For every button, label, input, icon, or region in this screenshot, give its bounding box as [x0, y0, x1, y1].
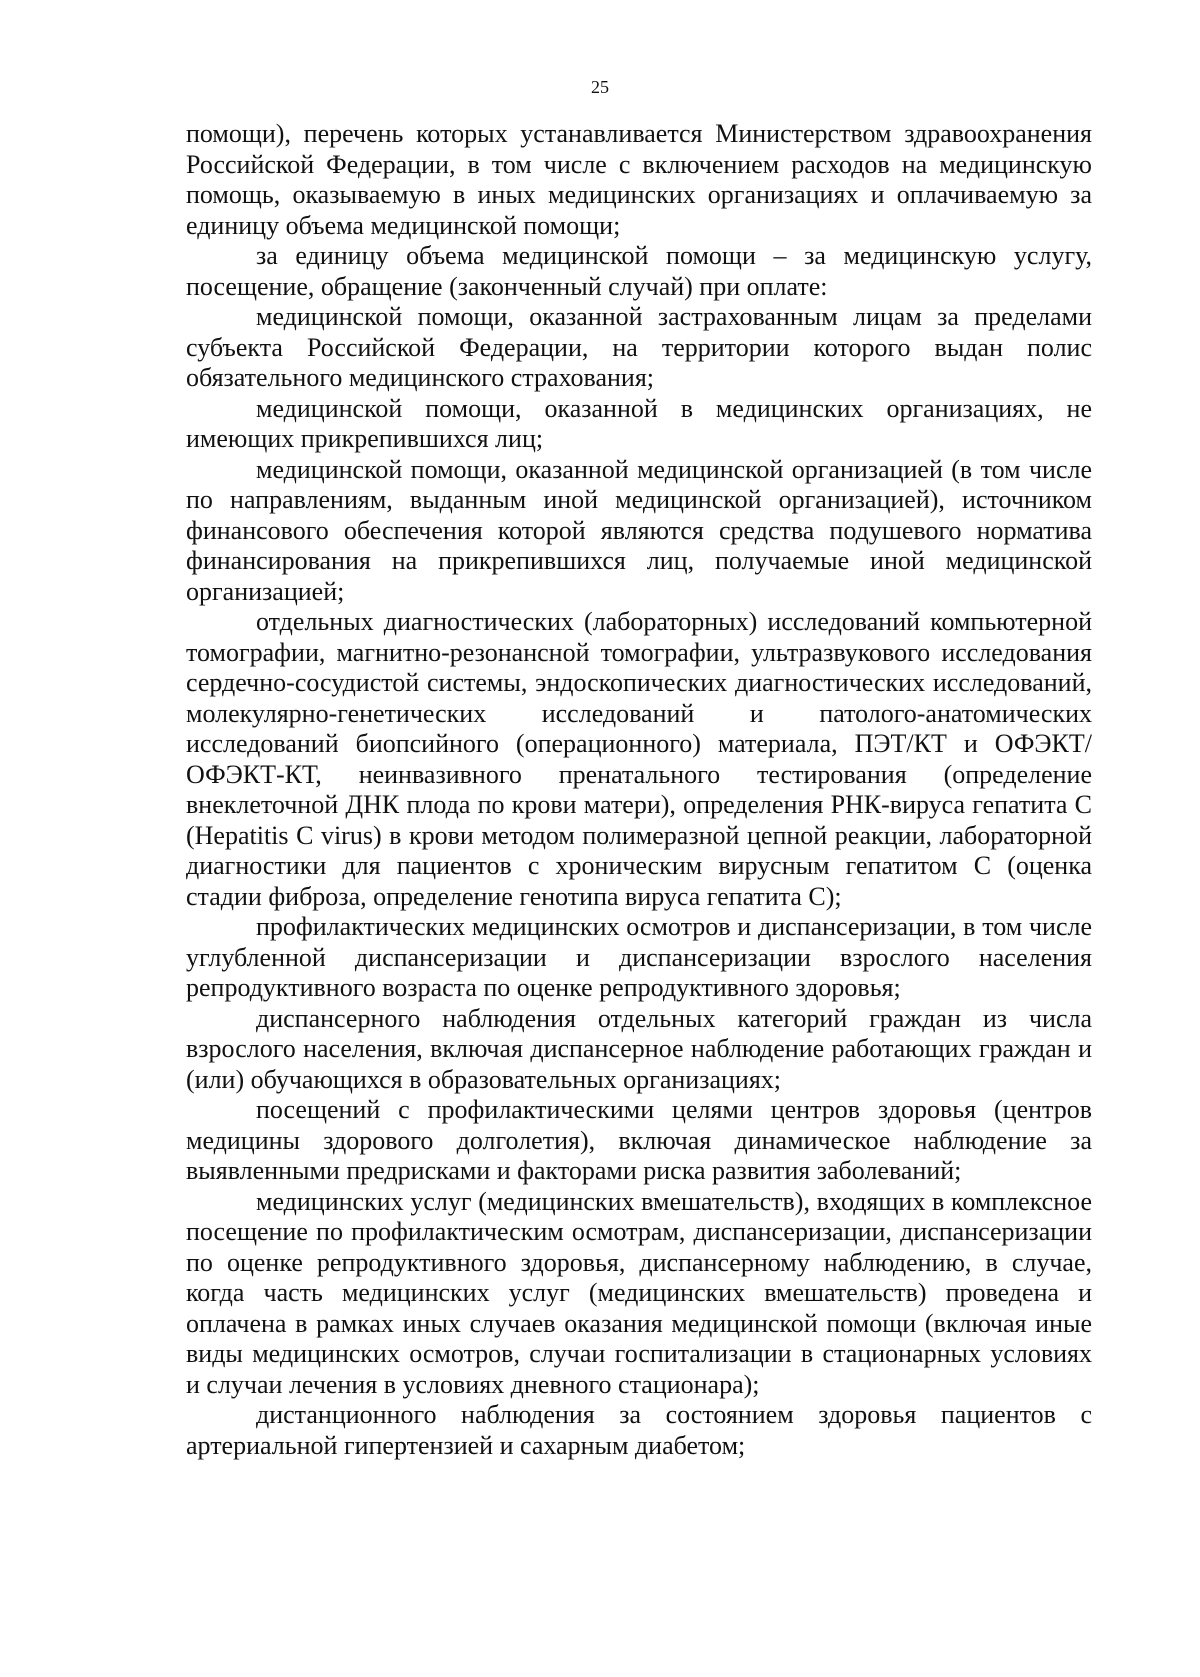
paragraph: диспансерного наблюдения отдельных категорий граждан из числа взрослого населения, включая диспансерное наблюдение работающих граждан и (или) обучающихся в образовательных организациях; [186, 1003, 1092, 1094]
paragraph: посещений с профилактическими целями центров здоровья (центров медицины здорового долголетия), включая динамическое наблюдение за выявленными предрисками и факторами риска развития заболеваний; [186, 1095, 1092, 1185]
text-body [186, 119, 1092, 1461]
paragraph: за единицу объема медицинской помощи – за медицинскую услугу, посещение, обращение (законченный случай) при оплате: [186, 241, 1092, 301]
paragraph: медицинской помощи, оказанной застрахованным лицам за пределами субъекта Российской Федерации, на территории которого выдан полис обязательного медицинского страхования; [186, 302, 1092, 392]
paragraph: профилактических медицинских осмотров и диспансеризации, в том числе углубленной диспансеризации и диспансеризации взрослого населения репродуктивного возраста по оценке репродуктивного здоровья; [186, 912, 1092, 1002]
paragraph: отдельных диагностических (лабораторных) исследований компьютерной томографии, магнитно-резонансной томографии, ультразвукового исследования сердечно-сосудистой системы, эндоскопических диагностических исследований, молекулярно-генетических исследований и патолого-анатомических исследований биопсийного (операционного) материала, ПЭТ/КТ и ОФЭКТ/ОФЭКТ-КТ, неинвазивного пренатального тестирования (определение внеклеточной ДНК плода по крови матери), определения РНК-вируса гепатита С (Hepatitis C virus) в крови методом полимеразной цепной реакции, лабораторной диагностики для пациентов с хроническим вирусным гепатитом С (оценка стадии фиброза, определение генотипа вируса гепатита С); [186, 607, 1092, 911]
paragraph: дистанционного наблюдения за состоянием здоровья пациентов с артериальной гипертензией и сахарным диабетом; [186, 1400, 1092, 1460]
paragraph: помощи), перечень которых устанавливается Министерством здравоохранения Российской Федерации, в том числе с включением расходов на медицинскую помощь, оказываемую в иных медицинских организациях и оплачиваемую за единицу объема медицинской помощи; [186, 119, 1092, 240]
paragraph: медицинской помощи, оказанной медицинской организацией (в том числе по направлениям, выданным иной медицинской организацией), источником финансового обеспечения которой являются средства подушевого норматива финансирования на прикрепившихся лиц, получаемые иной медицинской организацией; [186, 454, 1092, 606]
page-number: 25 [591, 77, 609, 97]
paragraph: медицинской помощи, оказанной в медицинских организациях, не имеющих прикрепившихся лиц; [186, 393, 1092, 453]
paragraph: медицинских услуг (медицинских вмешательств), входящих в комплексное посещение по профилактическим осмотрам, диспансеризации, диспансеризации по оценке репродуктивного здоровья, диспансерному наблюдению, в случае, когда часть медицинских услуг (медицинских вмешательств) проведена и оплачена в рамках иных случаев оказания медицинской помощи (включая иные виды медицинских осмотров, случаи госпитализации в стационарных условиях и случаи лечения в условиях дневного стационара); [186, 1186, 1092, 1399]
